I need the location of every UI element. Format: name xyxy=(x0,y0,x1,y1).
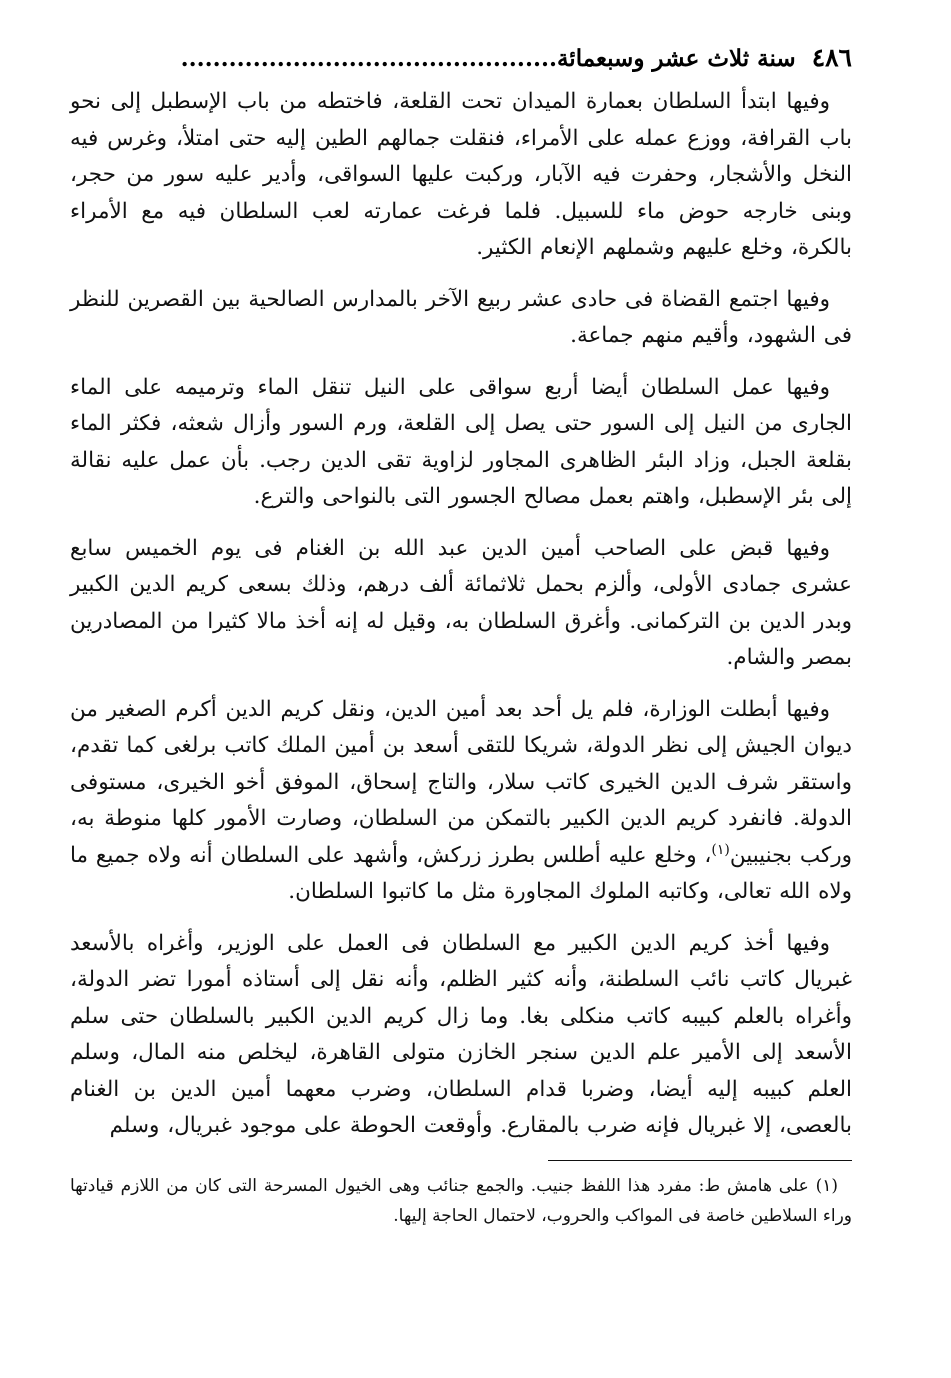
paragraph-qudat: وفيها اجتمع القضاة فى حادى عشر ربيع الآخر بالمدارس الصالحية بين القصرين للنظر فى الشهود، وأقيم منهم جماعة. xyxy=(70,286,852,348)
footnote: (١) على هامش ط: مفرد هذا اللفظ جنيب. والجمع جنائب وهى الخيول المسرحة التى كان من اللازم قيادتها وراء السلاطين خاصة فى المواكب والحروب، لاحتمال الحاجة إليها. xyxy=(70,1175,852,1226)
paragraph-wizara xyxy=(70,692,852,911)
paragraph-sawaqi: وفيها عمل السلطان أيضا أربع سواقى على النيل تنقل الماء وترميمه على الماء الجارى من النيل إلى السور حتى يصل إلى القلعة، ورم السور وأزال شعثه، فكثر الماء بقلعة الجبل، وزاد البئر الظاهرى المجاور لزاوية تقى الدين رجب. بأن عمل عليه نقالة إلى بئر الإسطبل، واهتم بعمل مصالح الجسور التى بالنواحى والترع. xyxy=(70,374,852,509)
page-number: ٤٨٦ xyxy=(811,43,852,72)
body-text xyxy=(70,84,852,1145)
book-page xyxy=(70,36,852,1356)
paragraph-maydan: وفيها ابتدأ السلطان بعمارة الميدان تحت القلعة، فاختطه من باب الإسطبل إلى نحو باب القرافة، ووزع عمله على الأمراء، فنقلت جمالهم الطين إليه حتى امتلأ، وغرس فيه النخل والأشجار، وحفرت فيه الآبار، وركبت عليها السواقى، وأدير عليه سور من حجر، وبنى خارجه حوض ماء للسبيل. فلما فرغت عمارته لعب السلطان فيه مع الأمراء بالكرة، وخلع عليهم وشملهم الإنعام الكثير. xyxy=(70,89,852,260)
running-title: سنة ثلاث عشر وسبعمائة............................................... xyxy=(180,45,796,72)
footnote-reference: (١) xyxy=(711,841,730,858)
paragraph-wizara-part2: ، وخلع عليه أطلس بطرز زركش، وأشهد على السلطان أنه ولاه جميع ما ولاه الله تعالى، وكاتبه الملوك المجاورة مثل ما كاتبوا السلطان. xyxy=(70,842,852,904)
paragraph-karim-al-din: وفيها أخذ كريم الدين الكبير مع السلطان فى العمل على الوزير، وأغراه بالأسعد غبريال كاتب نائب السلطنة، وأنه كثير الظلم، وأنه نقل إلى أستاذه أمورا تضر الدولة، وأغراه بالعلم كبيبه كاتب منكلى بغا. وما زال كريم الدين الكبير بالسلطان حتى سلم الأسعد إلى الأمير علم الدين سنجر الخازن متولى القاهرة، ليخلص منه المال، وسلم العلم كبيبه إليه أيضا، وضربا قدام السلطان، وضرب معهما أمين الدين بن الغنام بالعصى، إلا غبريال فإنه ضرب بالمقارع. وأوقعت الحوطة على موجود غبريال، وسلم xyxy=(70,930,852,1138)
page-header xyxy=(70,36,852,80)
paragraph-amin-al-din: وفيها قبض على الصاحب أمين الدين عبد الله بن الغنام فى يوم الخميس سابع عشرى جمادى الأولى، وألزم بحمل ثلاثمائة ألف درهم، وذلك بسعى كريم الدين الكبير وبدر الدين بن التركمانى. وأغرق السلطان به، وقيل له إنه أخذ مالا كثيرا من المصادرين بمصر والشام. xyxy=(70,535,852,670)
paragraph-wizara-part1: وفيها أبطلت الوزارة، فلم يل أحد بعد أمين الدين، ونقل كريم الدين أكرم الصغير من ديوان الجيش إلى نظر الدولة، شريكا للتقى أسعد بن أمين الملك كاتب برلغى كما تقدم، واستقر شرف الدين الخيرى كاتب سلار، والتاج إسحاق، الموفق أخو الخيرى، مستوفى الدولة. فانفرد كريم الدين الكبير بالتمكن من السلطان، وصارت الأمور كلها منوطة به، وركب بجنيبين xyxy=(70,696,852,868)
footnote-divider xyxy=(548,1160,852,1161)
